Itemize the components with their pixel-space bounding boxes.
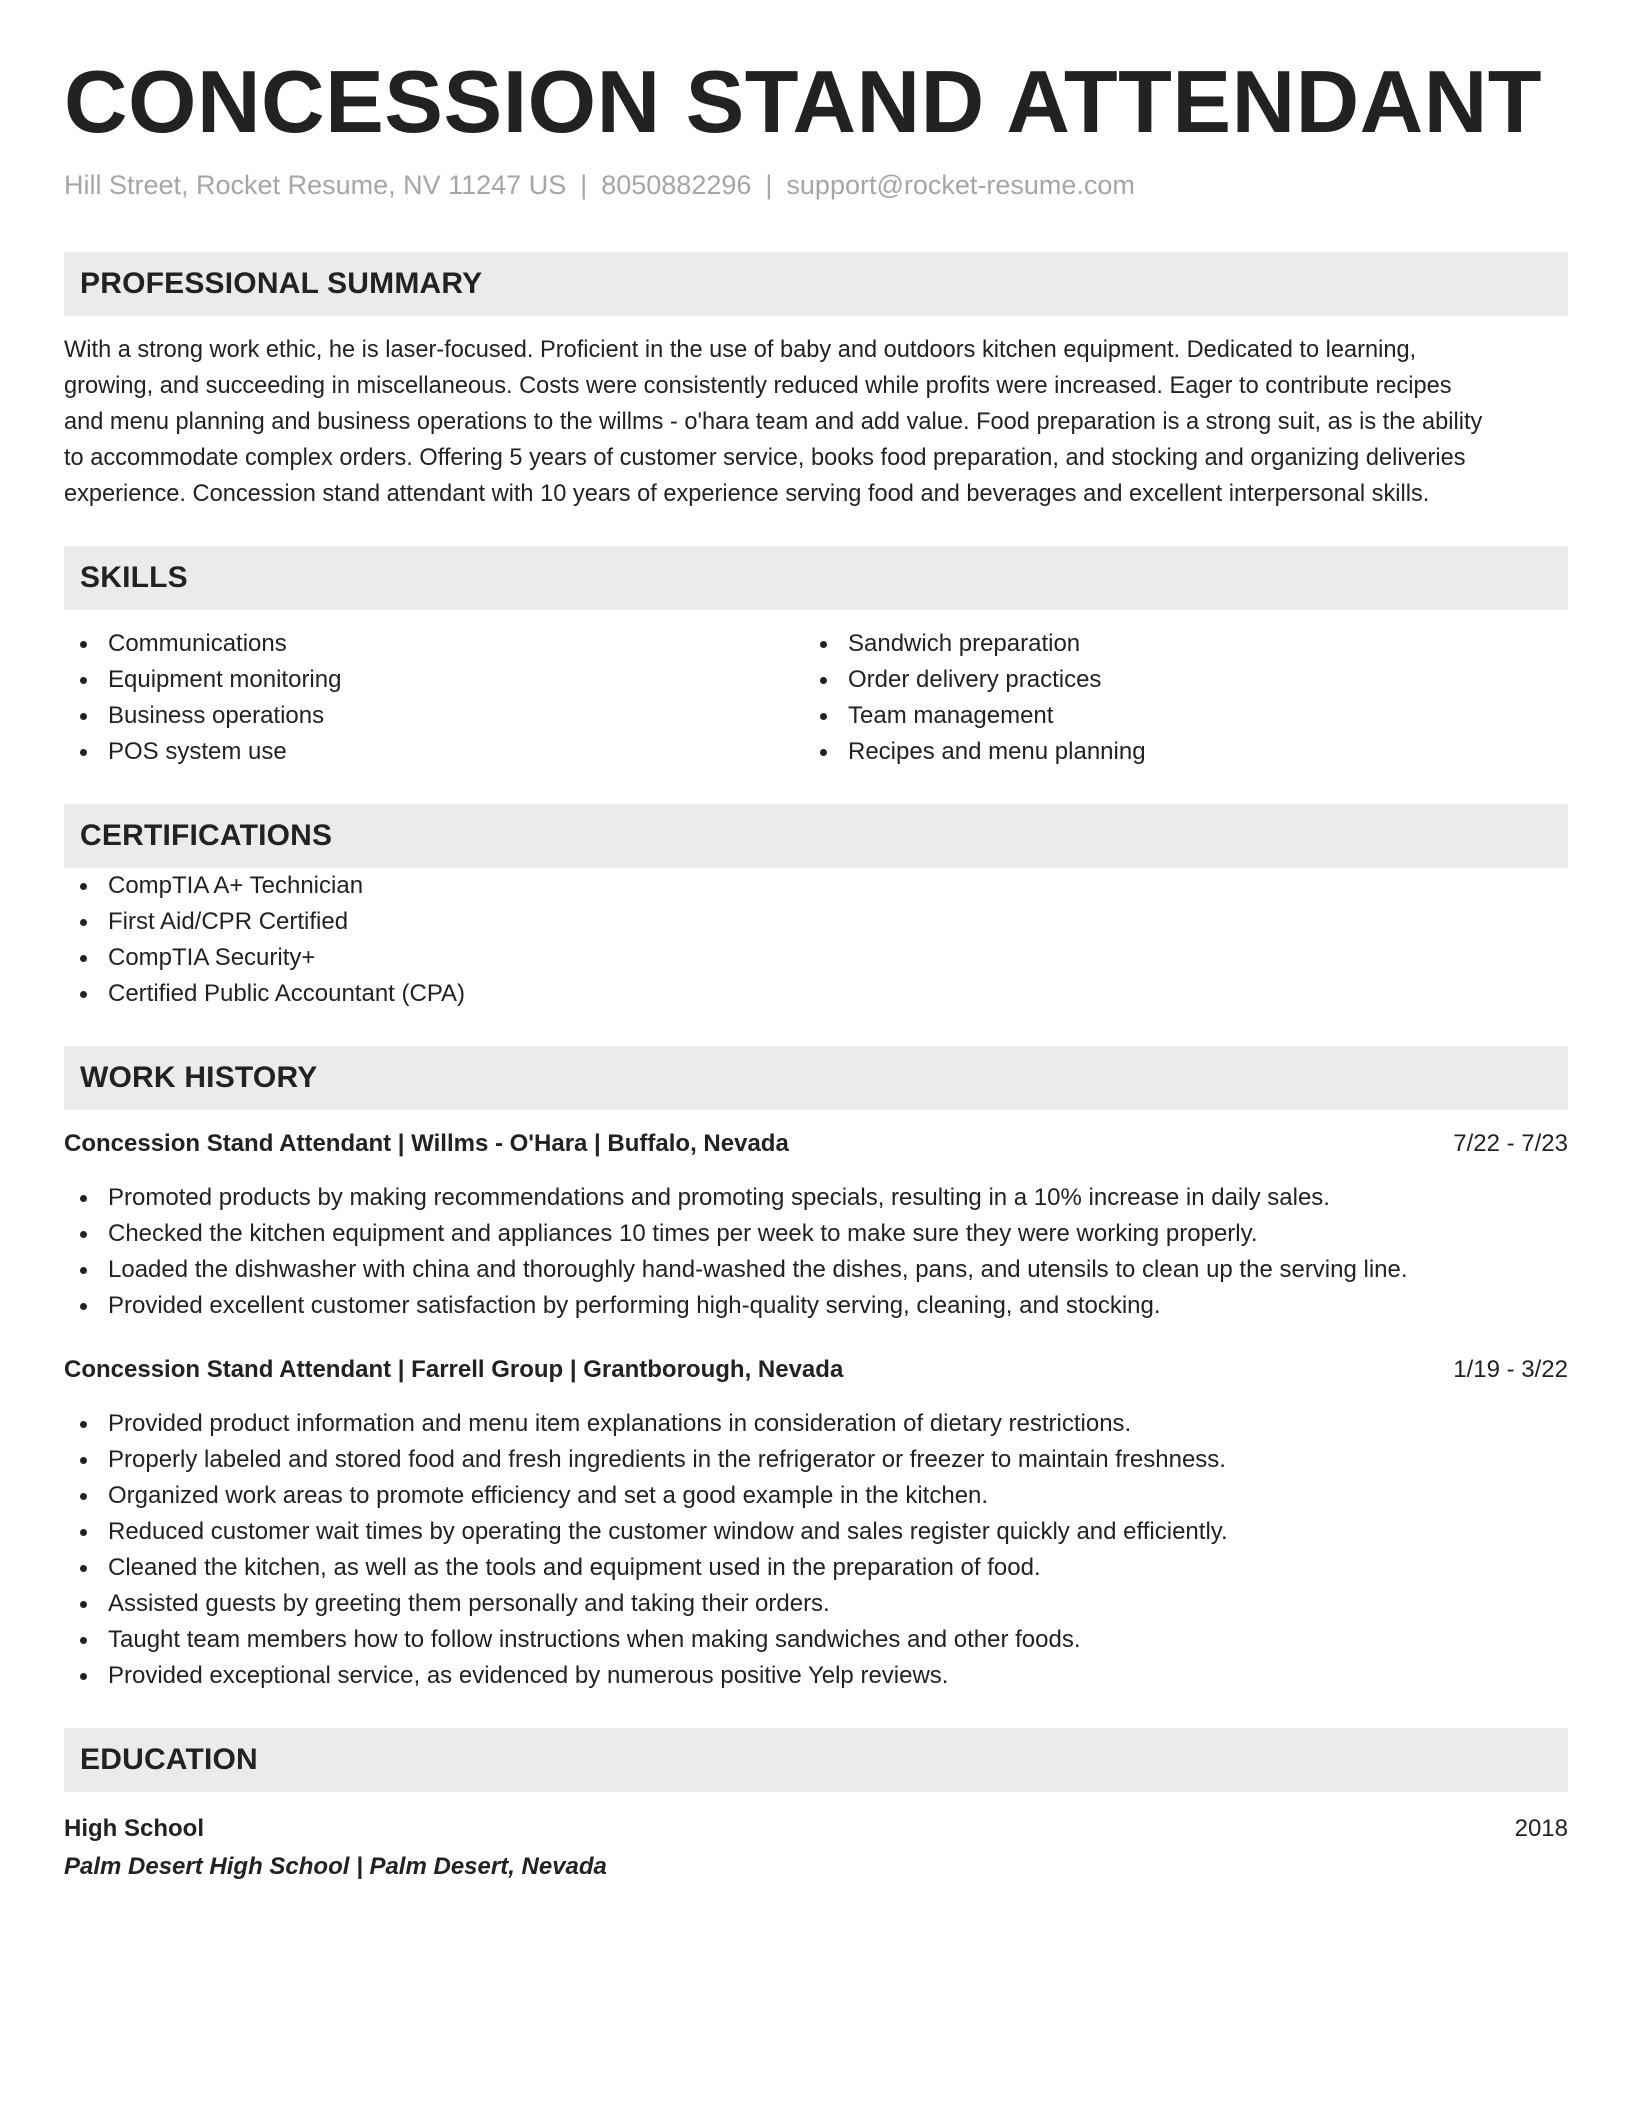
- job-duty-item: Provided product information and menu item explanations in consideration of dietary restrictions.: [64, 1406, 1568, 1442]
- certification-item: First Aid/CPR Certified: [64, 904, 1568, 940]
- job-duties-list: [64, 1180, 1568, 1324]
- contact-separator: |: [580, 170, 588, 200]
- job-duty-item: Properly labeled and stored food and fresh ingredients in the refrigerator or freezer to maintain freshness.: [64, 1442, 1568, 1478]
- candidate-name: CONCESSION STAND ATTENDANT: [64, 52, 1543, 151]
- job-duty-item: Assisted guests by greeting them personally and taking their orders.: [64, 1586, 1568, 1622]
- job-duties-list: [64, 1406, 1568, 1694]
- section-header-certifications: CERTIFICATIONS: [64, 804, 1568, 868]
- summary-line: and menu planning and business operations to the willms - o'hara team and add value. Food preparation is a strong suit, as is the ability: [64, 409, 1483, 435]
- certification-item: CompTIA A+ Technician: [64, 868, 1568, 904]
- skill-item: Recipes and menu planning: [804, 734, 1544, 770]
- summary-text: [64, 332, 1568, 512]
- job-duty-item: Loaded the dishwasher with china and thoroughly hand-washed the dishes, pans, and utensils to clean up the serving line.: [64, 1252, 1568, 1288]
- education-year: 2018: [1514, 1815, 1568, 1842]
- contact-email: support@rocket-resume.com: [786, 170, 1135, 200]
- education-school: Palm Desert High School | Palm Desert, Nevada: [64, 1853, 607, 1880]
- contact-line: [64, 168, 1568, 202]
- skill-item: Equipment monitoring: [64, 662, 804, 698]
- job-heading-row: [64, 1126, 1568, 1162]
- skill-item: Communications: [64, 626, 804, 662]
- section-header-skills: SKILLS: [64, 546, 1568, 610]
- job-duty-item: Reduced customer wait times by operating the customer window and sales register quickly and efficiently.: [64, 1514, 1568, 1550]
- contact-phone: 8050882296: [601, 170, 752, 200]
- skill-item: Order delivery practices: [804, 662, 1544, 698]
- certifications-list: [64, 868, 1568, 1012]
- job-duty-item: Taught team members how to follow instructions when making sandwiches and other foods.: [64, 1622, 1568, 1658]
- job-duty-item: Promoted products by making recommendations and promoting specials, resulting in a 10% increase in daily sales.: [64, 1180, 1568, 1216]
- summary-line: growing, and succeeding in miscellaneous. Costs were consistently reduced while profits were increased. Eager to contribute recipes: [64, 373, 1452, 399]
- section-header-summary: PROFESSIONAL SUMMARY: [64, 252, 1568, 316]
- education-heading-row: [64, 1810, 1568, 1848]
- section-header-education: EDUCATION: [64, 1728, 1568, 1792]
- job-duty-item: Provided exceptional service, as evidenced by numerous positive Yelp reviews.: [64, 1658, 1568, 1694]
- skills-list-left: [64, 626, 804, 770]
- certification-item: CompTIA Security+: [64, 940, 1568, 976]
- job-title: Concession Stand Attendant | Willms - O'Hara | Buffalo, Nevada: [64, 1130, 789, 1157]
- education-degree: High School: [64, 1815, 204, 1842]
- contact-separator: |: [765, 170, 773, 200]
- skills-grid: [64, 626, 1568, 770]
- education-entry: [64, 1810, 1568, 1886]
- contact-address: Hill Street, Rocket Resume, NV 11247 US: [64, 170, 567, 200]
- skill-item: Sandwich preparation: [804, 626, 1544, 662]
- job-dates: 7/22 - 7/23: [1453, 1130, 1568, 1157]
- job-dates: 1/19 - 3/22: [1453, 1356, 1568, 1383]
- certification-item: Certified Public Accountant (CPA): [64, 976, 1568, 1012]
- skill-item: POS system use: [64, 734, 804, 770]
- job-heading-row: [64, 1352, 1568, 1388]
- summary-line: experience. Concession stand attendant with 10 years of experience serving food and beverages and excellent interpersonal skills.: [64, 481, 1430, 507]
- skill-item: Business operations: [64, 698, 804, 734]
- job-title: Concession Stand Attendant | Farrell Group | Grantborough, Nevada: [64, 1356, 844, 1383]
- summary-line: to accommodate complex orders. Offering 5 years of customer service, books food preparation, and stocking and organizing deliveries: [64, 445, 1466, 471]
- job-duty-item: Checked the kitchen equipment and appliances 10 times per week to make sure they were working properly.: [64, 1216, 1568, 1252]
- skills-list-right: [804, 626, 1544, 770]
- job-duty-item: Organized work areas to promote efficiency and set a good example in the kitchen.: [64, 1478, 1568, 1514]
- job-entry: [64, 1126, 1568, 1324]
- job-duty-item: Provided excellent customer satisfaction by performing high-quality serving, cleaning, and stocking.: [64, 1288, 1568, 1324]
- job-duty-item: Cleaned the kitchen, as well as the tools and equipment used in the preparation of food.: [64, 1550, 1568, 1586]
- job-entry: [64, 1352, 1568, 1694]
- skill-item: Team management: [804, 698, 1544, 734]
- section-header-work-history: WORK HISTORY: [64, 1046, 1568, 1110]
- summary-line: With a strong work ethic, he is laser-focused. Proficient in the use of baby and outdoors kitchen equipment. Dedicated to learning,: [64, 337, 1417, 363]
